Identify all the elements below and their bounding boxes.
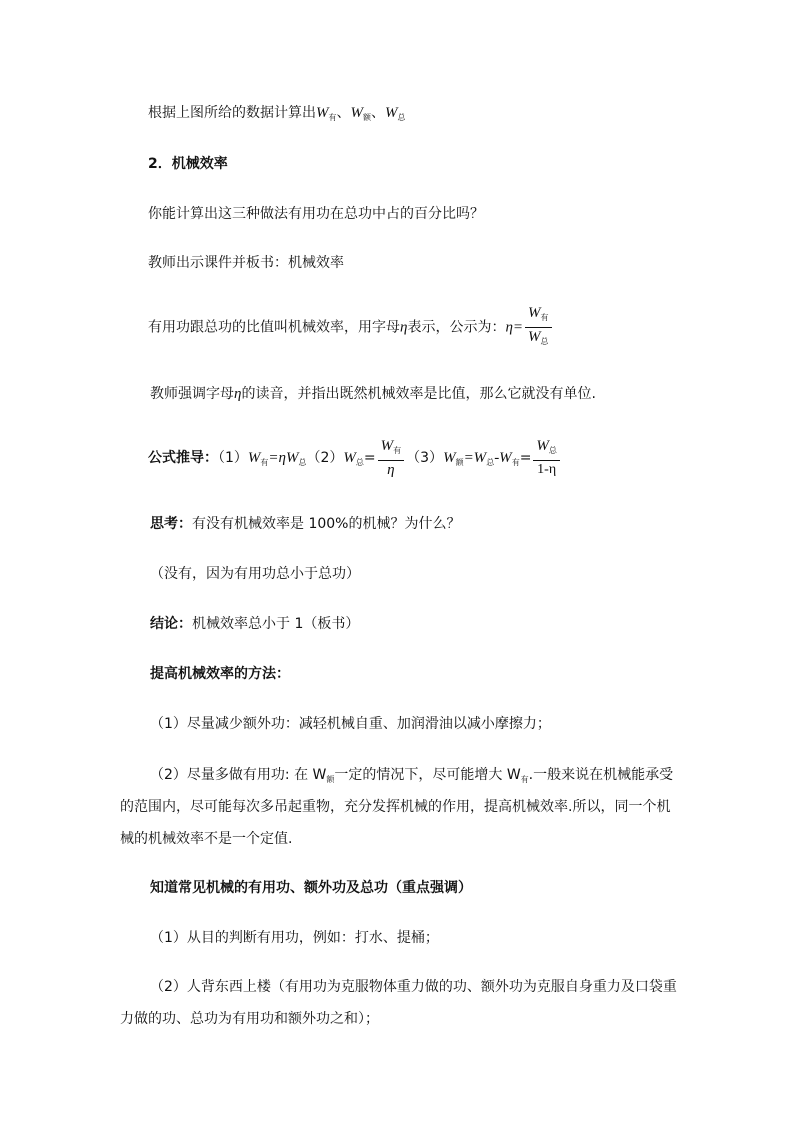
w-symbol: W	[385, 105, 398, 121]
method-2-line-2: 的范围内，尽可能每次多吊起重物，充分发挥机械的作用，提高机械效率.所以，同一个机	[120, 799, 671, 815]
paragraph-compute-work	[148, 103, 406, 128]
conclusion-label: 结论：	[150, 616, 192, 632]
think-text: 有没有机械效率是 100%的机械？为什么？	[192, 516, 461, 532]
sub-useful: 有	[511, 458, 520, 467]
section-heading-efficiency: 2．机械效率	[148, 156, 228, 172]
methods-heading: 提高机械效率的方法：	[150, 666, 290, 682]
conclusion-text: 机械效率总小于 1（板书）	[192, 616, 360, 632]
separator: 、	[371, 105, 385, 121]
equals: =	[363, 450, 376, 466]
sub-useful: 有	[540, 313, 549, 322]
separator: 、	[336, 105, 351, 121]
method-2-part-c: .一般来说在机械能承受	[528, 767, 674, 783]
definition-text-2: 表示，公示为：	[407, 319, 506, 336]
fraction-total	[378, 437, 405, 479]
think-label: 思考：	[150, 516, 192, 532]
method-1: （1）尽量减少额外功：减轻机械自重、加润滑油以减小摩擦力；	[150, 716, 551, 732]
sub-extra: 额	[326, 775, 335, 784]
emphasis-text-2: 的读音，并指出既然机械效率是比值，那么它就没有单位.	[241, 386, 596, 402]
teacher-emphasis	[150, 384, 596, 404]
definition-text: 有用功跟总功的比值叫机械效率，用字母	[148, 319, 400, 336]
w-symbol: W	[443, 450, 456, 466]
eta-symbol: η	[400, 319, 408, 336]
efficiency-fraction	[525, 304, 552, 351]
formula-1-index: （1）	[218, 450, 248, 466]
sub-extra: 额	[363, 113, 371, 122]
formula-3-rhs: =W	[463, 450, 487, 466]
w-symbol: W	[247, 450, 261, 466]
sub-total: 总	[298, 458, 307, 467]
w-symbol: W	[380, 438, 394, 454]
sub-total: 总	[540, 337, 549, 346]
sub-total: 总	[355, 458, 364, 467]
formula-label: 公式推导：	[148, 450, 218, 466]
sub-useful: 有	[260, 458, 269, 467]
w-symbol: W	[528, 305, 541, 321]
sub-useful: 有	[393, 446, 402, 455]
w-symbol: W	[343, 450, 356, 466]
formula-1-rhs: =ηW	[268, 450, 299, 466]
know-heading: 知道常见机械的有用功、额外功及总功（重点强调）	[150, 880, 472, 896]
one-minus-eta-denominator: 1-η	[537, 462, 557, 477]
eta-symbol: η	[234, 386, 242, 402]
know-item-1: （1）从目的判断有用功，例如：打水、提桶；	[150, 930, 439, 946]
method-2-part-b: 一定的情况下，尽可能增大 W	[334, 767, 521, 783]
eta-denominator: η	[387, 462, 395, 478]
definition-paragraph	[148, 304, 554, 351]
method-2-line-1	[150, 765, 673, 790]
know-item-2-line-2: 力做的功、总功为有用功和额外功之和）；	[120, 1011, 379, 1027]
sub-total: 总	[397, 113, 406, 122]
equals: =	[519, 450, 532, 466]
sub-useful: 有	[328, 113, 337, 122]
sub-total: 总	[548, 446, 557, 455]
w-symbol: W	[536, 438, 549, 454]
formula-3-index: （3）	[406, 450, 444, 466]
emphasis-text: 教师强调字母	[150, 386, 234, 402]
know-item-2-line-1: （2）人背东西上楼（有用功为克服物体重力做的功、额外功为克服自身重力及口袋重	[150, 979, 677, 995]
think-question	[150, 514, 460, 534]
teacher-note: 教师出示课件并板书：机械效率	[148, 255, 344, 271]
method-2-line-3: 械的机械效率不是一个定值.	[120, 831, 293, 847]
text-compute-intro: 根据上图所给的数据计算出	[148, 105, 316, 121]
sub-total: 总	[486, 458, 495, 467]
formula-2-index: （2）	[306, 450, 344, 466]
conclusion	[150, 614, 359, 634]
eta-equals: η=	[505, 319, 524, 336]
method-2-part-a: （2）尽量多做有用功: 在 W	[150, 767, 327, 783]
w-symbol: W	[528, 329, 541, 345]
w-symbol: W	[316, 105, 329, 121]
sub-useful: 有	[520, 775, 529, 784]
question-percentage: 你能计算出这三种做法有用功在总功中占的百分比吗？	[148, 206, 484, 222]
sub-extra: 额	[455, 458, 464, 467]
formula-derivation	[148, 436, 562, 485]
fraction-extra	[533, 437, 560, 479]
formula-3-minus: -W	[494, 450, 512, 466]
w-symbol: W	[350, 105, 363, 121]
think-answer: （没有，因为有用功总小于总功）	[150, 566, 360, 582]
